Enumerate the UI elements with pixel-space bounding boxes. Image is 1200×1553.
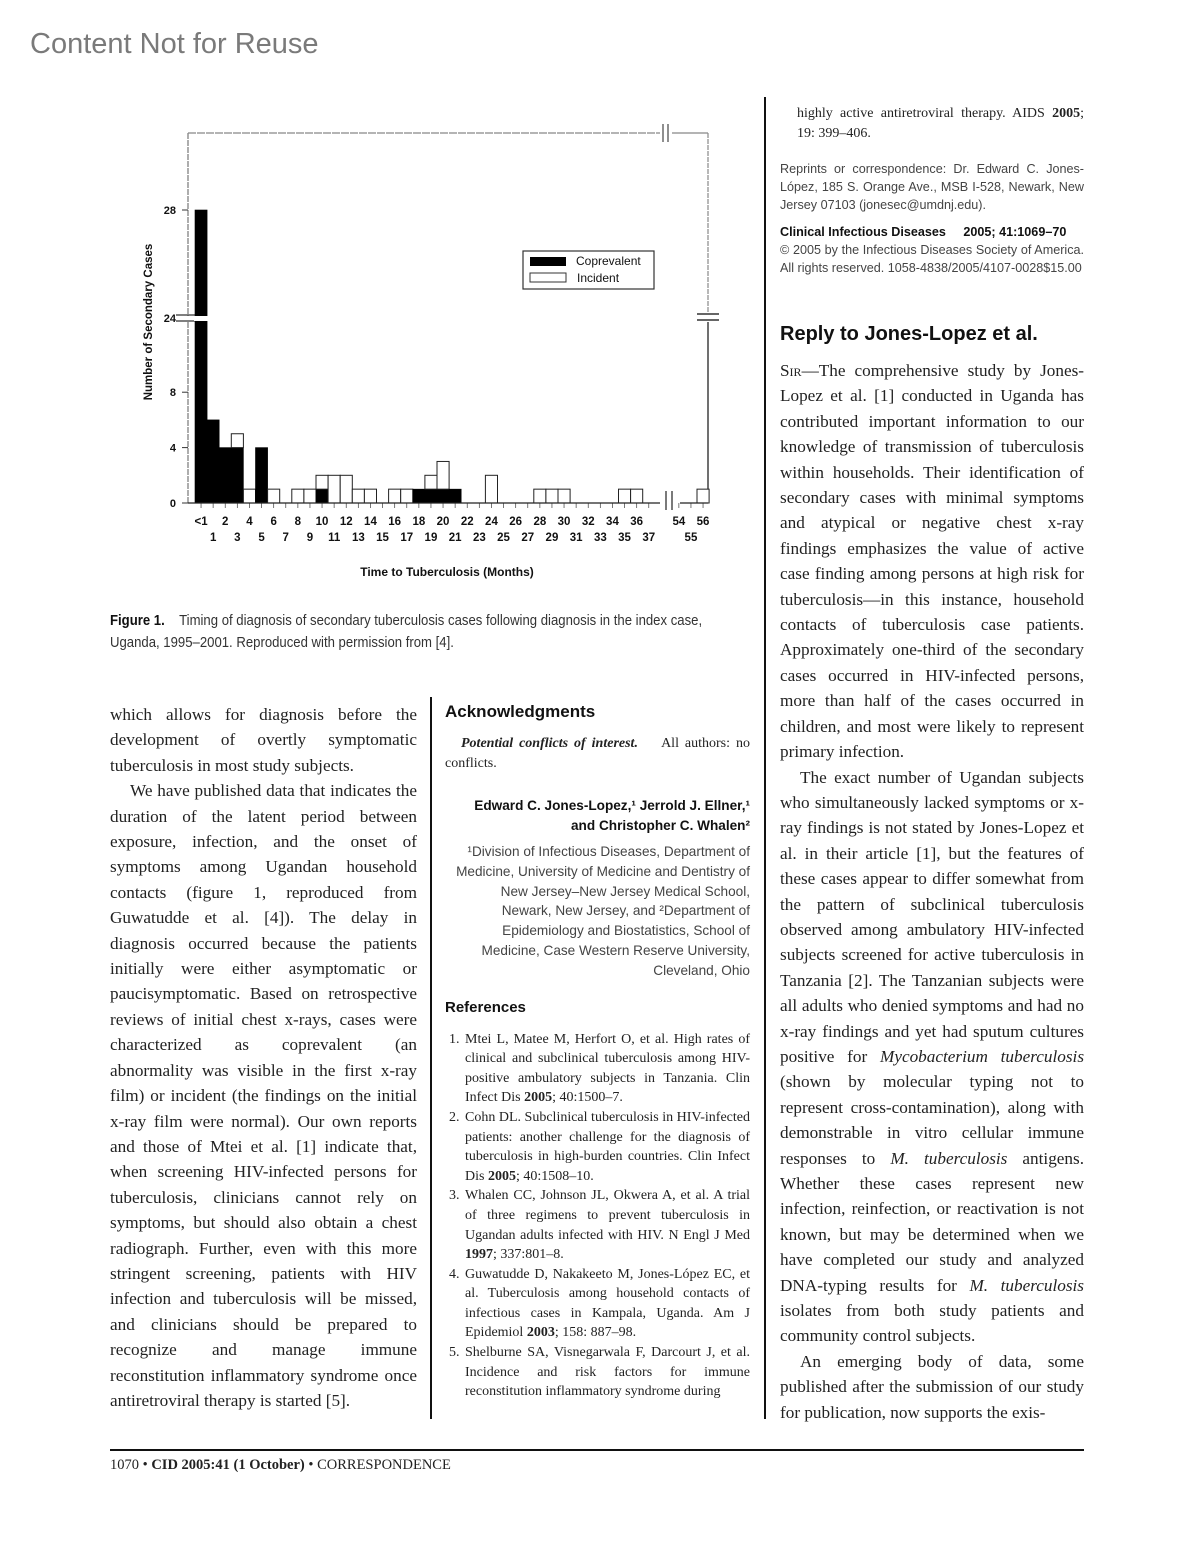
svg-text:56: 56 [696,516,710,528]
svg-text:10: 10 [315,516,329,528]
figure-caption-text: Timing of diagnosis of secondary tuberculosis cases following diagnosis in the index case, Uganda, 1995–2001. Reproduced with permission from [4]. [110,613,703,651]
svg-text:30: 30 [557,516,571,528]
svg-text:8: 8 [294,516,302,528]
svg-text:20: 20 [436,516,450,528]
svg-text:0: 0 [169,498,176,510]
left-column-text [110,702,417,1413]
paragraph: We have published data that indicates the duration of the latent period between exposure, infection, and the onset of symptoms among Ugandan household contacts (figure 1, reproduced from Guwatudde et al. [4]). The delay in diagnosis occurred because the patients initially were either asymptomatic or paucisymptomatic. Based on retrospective reviews of initial chest x-rays, cases were characterized as coprevalent (an abnormality was visible in the first x-ray film) or incident (the findings on the initial x-ray film were normal). Our own reports and those of Mtei et al. [1] indicate that, when screening HIV-infected persons for tuberculosis, clinicians cannot rely on symptoms, but should also obtain a chest radiograph. Further, even with this more stringent screening, patients with HIV infection and tuberculosis will be missed, and clinicians should be prepared to recognize and manage immune reconstitution inflammatory syndrome once antiretroviral therapy is started [5]. [110,781,417,1410]
svg-text:54: 54 [672,516,686,528]
svg-text:12: 12 [339,516,353,528]
references-list [445,1030,750,1402]
svg-text:25: 25 [497,532,510,544]
reply-body [780,358,1084,1425]
svg-text:28: 28 [163,205,176,217]
conflicts-label: Potential conflicts of interest. [461,736,638,751]
authors-line-2: and Christopher C. Whalen² [571,818,750,833]
svg-text:33: 33 [593,532,607,544]
svg-text:23: 23 [472,532,486,544]
reference-item: 3. Whalen CC, Johnson JL, Okwera A, et al. A trial of three regimens to prevent tuberculosis in Ugandan adults infected with HIV. N Engl J Med 1997; 337:801–8. [463,1186,750,1264]
svg-text:19: 19 [424,532,438,544]
authors-line-1: Edward C. Jones-Lopez,¹ Jerrold J. Ellner,¹ [474,798,750,813]
journal-info [780,223,1084,277]
reply-heading: Reply to Jones-Lopez et al. [780,323,1038,345]
svg-text:9: 9 [306,532,314,544]
svg-text:3: 3 [234,532,241,544]
svg-text:34: 34 [606,516,619,528]
journal-citation: 2005; 41:1069–70 [963,225,1067,239]
page-footer: 1070 • CID 2005:41 (1 October) • CORRESPONDENCE [110,1457,451,1473]
svg-text:13: 13 [351,532,365,544]
reference-item: 4. Guwatudde D, Nakakeeto M, Jones-López EC, et al. Tuberculosis among household contacts of infectious cases in Kampala, Uganda. Am J Epidemiol 2003; 158: 887–98. [463,1265,750,1343]
svg-text:32: 32 [581,516,595,528]
svg-text:31: 31 [569,532,583,544]
section-name: CORRESPONDENCE [317,1457,451,1473]
svg-text:55: 55 [684,532,698,544]
figure-caption [110,610,749,654]
svg-text:26: 26 [509,516,523,528]
svg-text:29: 29 [545,532,559,544]
svg-text:11: 11 [328,532,341,544]
reference-item: 2. Cohn DL. Subclinical tuberculosis in HIV-infected patients: another challenge for the diagnosis of tuberculosis in high-burden countries. Clin Infect Dis 2005; 40:1508–10. [463,1108,750,1186]
svg-text:24: 24 [485,516,498,528]
svg-text:5: 5 [258,532,265,544]
paragraph: Sir—The comprehensive study by Jones-Lopez et al. [1] conducted in Uganda has contributed important information to our knowledge of transmission of tuberculosis within households. Their identification of secondary cases with minimal symptoms and atypical or negative chest x-ray findings emphasizes the value of active case finding among persons at high risk for tuberculosis—in this instance, household contacts of tuberculosis case patients. Approximately one-third of the secondary cases occurred in HIV-infected persons, more than half of the cases occurred in children, and most were likely to represent primary infection. [780,361,1084,762]
watermark: Content Not for Reuse [30,28,319,60]
svg-text:36: 36 [630,516,644,528]
copyright: © 2005 by the Infectious Diseases Society of America. All rights reserved. 1058-4838/2005/4107-0028$15.00 [780,243,1084,275]
conflicts-text: All authors: no conflicts. [445,736,750,771]
figure-1-chart [130,118,750,588]
paragraph: which allows for diagnosis before the development of overtly symptomatic tuberculosis in most study subjects. [110,705,417,775]
reference-item: 5. Shelburne SA, Visnegarwala F, Darcourt J, et al. Incidence and risk factors for immune reconstitution inflammatory syndrome during [463,1343,750,1402]
svg-text:18: 18 [412,516,426,528]
svg-text:37: 37 [642,532,656,544]
column-divider [430,697,432,1419]
svg-text:21: 21 [448,532,462,544]
paragraph: The exact number of Ugandan subjects who simultaneously lacked symptoms or x-ray findings is not stated by Jones-Lopez et al. in their article [1], but the features of these cases appear to differ somewhat from the pattern of subclinical tuberculosis observed among ambulatory HIV-infected subjects screened for active tuberculosis in Tanzania [2]. The Tanzanian subjects were all adults who denied symptoms and had no x-ray findings and yet had sputum cultures positive for Mycobacterium tuberculosis (shown by molecular typing not to represent cross-contamination), along with demonstrable in vitro cellular immune responses to M. tuberculosis antigens. Whether these cases represent new infection, reinfection, or reactivation is not known, but may be determined when we have completed our study and analyzed DNA-typing results for M. tuberculosis isolates from both study patients and community control subjects. [780,767,1085,1346]
svg-text:24: 24 [163,313,176,325]
reprints-info: Reprints or correspondence: Dr. Edward C. Jones-López, 185 S. Orange Ave., MSB I-528, Newark, New Jersey 07103 (jonesec@umdnj.edu). [780,162,1084,212]
column-divider [764,97,766,1419]
histogram-chart [130,118,750,588]
conflicts-statement [445,734,750,774]
svg-text:7: 7 [282,532,289,544]
svg-text:8: 8 [169,387,176,400]
references-heading: References [445,998,526,1016]
affiliation: ¹Division of Infectious Diseases, Department of Medicine, University of Medicine and Dentistry of New Jersey–New Jersey Medical School, Newark, New Jersey, and ²Department of Epidemiology and Biostatistics, School of Medicine, Case Western Reserve University, Cleveland, Ohio [456,844,750,978]
svg-text:Time to Tuberculosis (Months): Time to Tuberculosis (Months) [360,565,534,579]
svg-text:1: 1 [209,532,217,544]
svg-text:14: 14 [364,516,377,528]
paragraph: An emerging body of data, some published after the submission of our study for publication, now supports the exis- [780,1351,1084,1422]
svg-text:4: 4 [246,516,253,528]
middle-column [445,702,750,1402]
svg-text:Number of Secondary Cases: Number of Secondary Cases [143,243,155,401]
journal-issue: CID 2005:41 (1 October) [151,1457,305,1473]
svg-text:28: 28 [533,516,547,528]
svg-text:16: 16 [388,516,402,528]
svg-text:22: 22 [460,516,474,528]
right-column [780,104,1084,1425]
svg-text:6: 6 [270,516,277,528]
svg-text:4: 4 [169,442,176,455]
svg-text:Coprevalent: Coprevalent [576,254,641,268]
svg-text:35: 35 [618,532,631,544]
svg-text:Incident: Incident [577,271,620,285]
authors [445,796,750,836]
journal-name: Clinical Infectious Diseases [780,225,946,239]
svg-text:15: 15 [376,532,389,544]
reference-continuation: highly active antiretroviral therapy. AIDS 2005; 19: 399–406. [797,106,1084,141]
reference-item: 1. Mtei L, Matee M, Herfort O, et al. High rates of clinical and subclinical tuberculosis among HIV-positive ambulatory subjects in Tanzania. Clin Infect Dis 2005; 40:1500–7. [463,1030,750,1108]
page-number: 1070 [110,1457,139,1473]
svg-text:2: 2 [222,516,229,528]
footer-rule [110,1449,1084,1451]
acknowledgments-heading: Acknowledgments [445,702,596,721]
svg-text:27: 27 [521,532,535,544]
figure-label: Figure 1. [110,613,165,629]
svg-text:17: 17 [400,532,414,544]
svg-text:<1: <1 [194,516,208,528]
